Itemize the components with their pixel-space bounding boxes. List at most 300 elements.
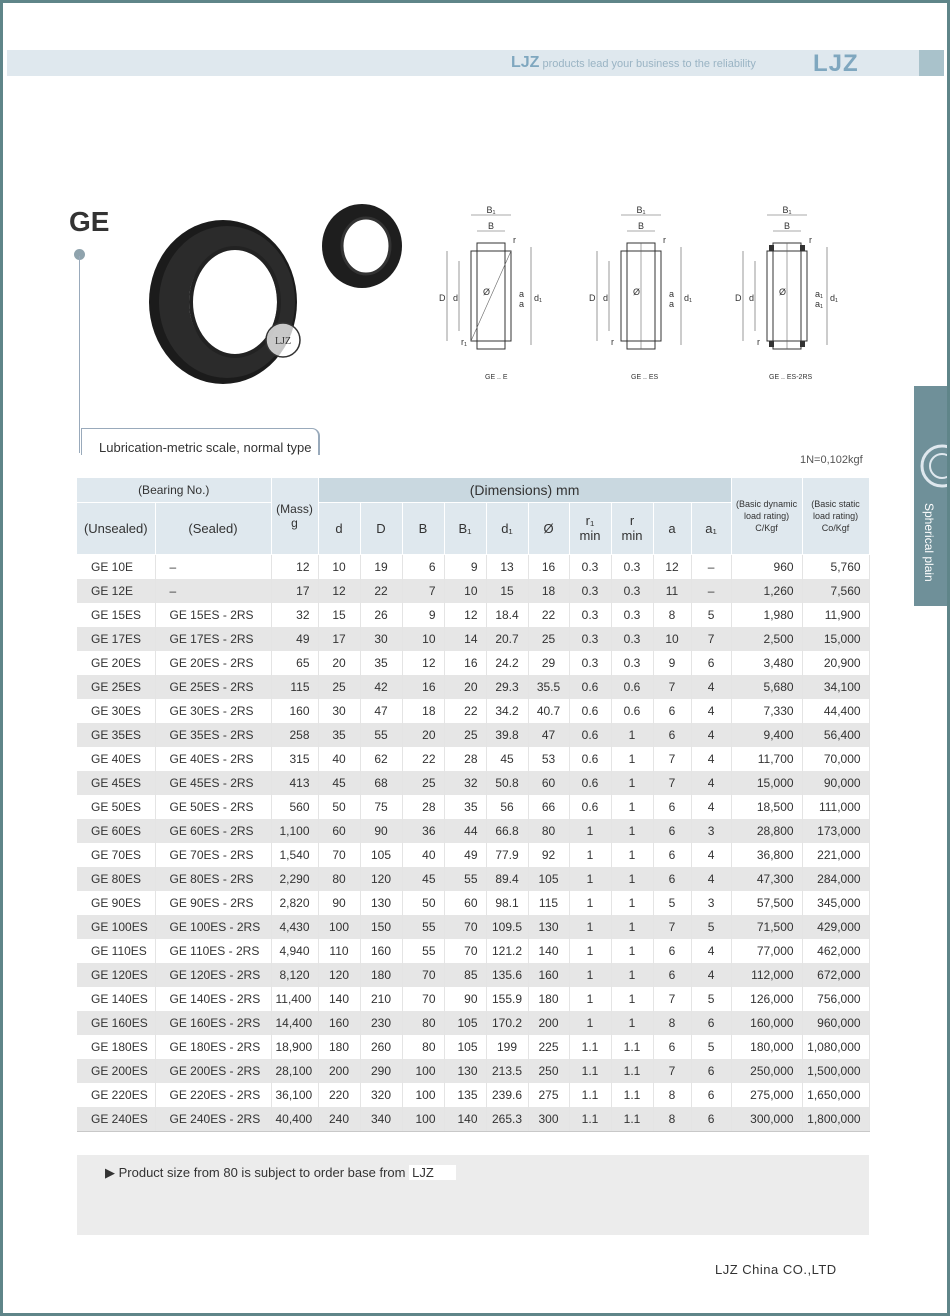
table-cell: 6 [653, 699, 691, 723]
table-cell: 60 [528, 771, 569, 795]
table-cell: 4 [691, 699, 731, 723]
table-cell: 1 [569, 987, 611, 1011]
table-cell: 47,300 [731, 867, 802, 891]
table-cell: 6 [653, 939, 691, 963]
table-cell: 56,400 [802, 723, 869, 747]
table-cell: 25 [528, 627, 569, 651]
table-cell: 6 [691, 1107, 731, 1132]
table-cell: – [691, 554, 731, 579]
table-cell: 55 [402, 915, 444, 939]
table-cell: 0.6 [569, 675, 611, 699]
table-cell: 40 [402, 843, 444, 867]
table-cell: 28 [402, 795, 444, 819]
svg-text:r: r [663, 235, 666, 245]
table-cell: 36,100 [271, 1083, 318, 1107]
drawing-ge-e [439, 205, 542, 381]
table-cell: GE 80ES [77, 867, 155, 891]
table-cell: 35 [444, 795, 486, 819]
table-cell: 89.4 [486, 867, 528, 891]
table-cell: 1 [611, 891, 653, 915]
table-cell: 112,000 [731, 963, 802, 987]
table-cell: 62 [360, 747, 402, 771]
table-cell: 68 [360, 771, 402, 795]
table-row [77, 747, 869, 771]
table-cell: 80 [402, 1035, 444, 1059]
table-cell: 1 [611, 915, 653, 939]
svg-text:Ø: Ø [483, 287, 491, 297]
table-cell: 70 [402, 987, 444, 1011]
table-cell: 2,500 [731, 627, 802, 651]
table-cell: 4,940 [271, 939, 318, 963]
table-cell: 6 [691, 1059, 731, 1083]
table-cell: 70,000 [802, 747, 869, 771]
order-note: ▶ Product size from 80 is subject to order base from LJZ [105, 1165, 456, 1181]
table-cell: 40,400 [271, 1107, 318, 1132]
table-cell: 0.3 [569, 554, 611, 579]
table-cell: 7 [653, 771, 691, 795]
table-cell: 7 [653, 747, 691, 771]
technical-drawings [433, 201, 873, 391]
table-cell: 1,100 [271, 819, 318, 843]
table-cell: 1.1 [569, 1083, 611, 1107]
table-cell: 0.3 [611, 627, 653, 651]
table-cell: 15 [318, 603, 360, 627]
table-cell: GE 180ES - 2RS [155, 1035, 271, 1059]
table-cell: 70 [444, 939, 486, 963]
table-row [77, 891, 869, 915]
table-cell: 1 [569, 963, 611, 987]
table-cell: 71,500 [731, 915, 802, 939]
r1-header: r₁ min [569, 502, 611, 554]
svg-text:B₁: B₁ [486, 205, 496, 215]
table-cell: 155.9 [486, 987, 528, 1011]
table-cell: 4 [691, 747, 731, 771]
svg-text:r: r [757, 337, 760, 347]
table-cell: GE 90ES [77, 891, 155, 915]
table-cell: 8 [653, 1083, 691, 1107]
table-cell: 1.1 [611, 1083, 653, 1107]
table-cell: GE 60ES - 2RS [155, 819, 271, 843]
svg-text:r₁: r₁ [461, 337, 468, 347]
table-cell: 28,100 [271, 1059, 318, 1083]
table-cell: 1,080,000 [802, 1035, 869, 1059]
table-cell: GE 240ES [77, 1107, 155, 1132]
table-cell: 28 [444, 747, 486, 771]
table-cell: 345,000 [802, 891, 869, 915]
svg-text:B₁: B₁ [782, 205, 792, 215]
table-cell: GE 220ES [77, 1083, 155, 1107]
mass-header: (Mass) g [271, 478, 318, 554]
table-cell: 20.7 [486, 627, 528, 651]
table-cell: 1 [611, 819, 653, 843]
table-cell: 160 [318, 1011, 360, 1035]
svg-text:LJZ: LJZ [274, 336, 292, 347]
table-cell: 45 [486, 747, 528, 771]
svg-text:D: D [735, 293, 742, 303]
D-header: D [360, 502, 402, 554]
svg-text:r: r [513, 235, 516, 245]
table-cell: 19 [360, 554, 402, 579]
table-cell: 44,400 [802, 699, 869, 723]
table-cell: GE 160ES - 2RS [155, 1011, 271, 1035]
table-cell: 12 [402, 651, 444, 675]
table-cell: 70 [444, 915, 486, 939]
table-cell: 230 [360, 1011, 402, 1035]
table-cell: 14 [444, 627, 486, 651]
table-cell: 10 [653, 627, 691, 651]
svg-text:D: D [439, 293, 446, 303]
table-cell: GE 50ES [77, 795, 155, 819]
table-cell: 6 [691, 1083, 731, 1107]
table-cell: 258 [271, 723, 318, 747]
table-cell: 90 [318, 891, 360, 915]
table-cell: 0.6 [611, 675, 653, 699]
table-cell: 1,500,000 [802, 1059, 869, 1083]
drawing-ge-es [589, 205, 692, 381]
table-cell: 4 [691, 675, 731, 699]
table-cell: 1 [569, 915, 611, 939]
table-cell: GE 140ES - 2RS [155, 987, 271, 1011]
svg-text:a: a [669, 299, 675, 309]
svg-text:a₁: a₁ [815, 299, 824, 309]
table-cell: 115 [528, 891, 569, 915]
table-cell: 11,400 [271, 987, 318, 1011]
table-cell: 105 [528, 867, 569, 891]
table-cell: 100 [402, 1083, 444, 1107]
table-cell: 1 [611, 1011, 653, 1035]
table-row [77, 1011, 869, 1035]
table-cell: 100 [318, 915, 360, 939]
table-cell: 22 [360, 579, 402, 603]
table-cell: 8 [653, 1107, 691, 1132]
header-tagline: LJZ products lead your business to the reliability [511, 54, 756, 71]
table-cell: GE 60ES [77, 819, 155, 843]
svg-text:a: a [519, 289, 525, 299]
table-cell: 1 [569, 819, 611, 843]
table-cell: 115 [271, 675, 318, 699]
table-cell: 100 [402, 1059, 444, 1083]
table-cell: 66.8 [486, 819, 528, 843]
table-cell: 66 [528, 795, 569, 819]
table-cell: GE 45ES [77, 771, 155, 795]
table-cell: 40.7 [528, 699, 569, 723]
table-cell: 60 [444, 891, 486, 915]
table-cell: 1 [569, 891, 611, 915]
table-cell: 35.5 [528, 675, 569, 699]
table-cell: 47 [528, 723, 569, 747]
table-cell: 18 [402, 699, 444, 723]
table-cell: 11 [653, 579, 691, 603]
table-cell: 12 [318, 579, 360, 603]
table-row [77, 1035, 869, 1059]
table-cell: 160 [271, 699, 318, 723]
table-row [77, 939, 869, 963]
table-cell: 30 [360, 627, 402, 651]
table-row [77, 675, 869, 699]
table-row [77, 627, 869, 651]
table-cell: 1,980 [731, 603, 802, 627]
table-cell: 275 [528, 1083, 569, 1107]
table-cell: 85 [444, 963, 486, 987]
table-cell: GE 15ES [77, 603, 155, 627]
table-cell: 239.6 [486, 1083, 528, 1107]
table-cell: 77.9 [486, 843, 528, 867]
table-cell: 34,100 [802, 675, 869, 699]
static-load-header: (Basic static load rating) Co/Kgf [802, 478, 869, 554]
table-cell: GE 100ES - 2RS [155, 915, 271, 939]
table-cell: 16 [444, 651, 486, 675]
table-cell: 1 [611, 987, 653, 1011]
table-cell: 29 [528, 651, 569, 675]
svg-text:B: B [487, 221, 495, 231]
table-cell: 1.1 [569, 1107, 611, 1132]
table-cell: 130 [528, 915, 569, 939]
header-bar [7, 50, 944, 76]
table-cell: 275,000 [731, 1083, 802, 1107]
table-cell: 11,900 [802, 603, 869, 627]
table-cell: 160,000 [731, 1011, 802, 1035]
table-cell: GE 10E [77, 554, 155, 579]
svg-text:GE .. ES-2RS: GE .. ES-2RS [769, 374, 813, 381]
table-cell: GE 70ES [77, 843, 155, 867]
table-cell: 429,000 [802, 915, 869, 939]
table-cell: 18.4 [486, 603, 528, 627]
table-cell: GE 110ES [77, 939, 155, 963]
table-cell: 10 [444, 579, 486, 603]
table-cell: 9 [653, 651, 691, 675]
table-cell: 10 [402, 627, 444, 651]
table-cell: 0.6 [569, 771, 611, 795]
table-cell: 121.2 [486, 939, 528, 963]
table-cell: 0.6 [569, 747, 611, 771]
table-cell: 29.3 [486, 675, 528, 699]
table-cell: – [691, 579, 731, 603]
table-cell: 3 [691, 819, 731, 843]
table-cell: GE 100ES [77, 915, 155, 939]
table-cell: GE 12E [77, 579, 155, 603]
table-cell: 1,800,000 [802, 1107, 869, 1132]
phi-header: Ø [528, 502, 569, 554]
table-cell: 170.2 [486, 1011, 528, 1035]
table-cell: 77,000 [731, 939, 802, 963]
table-cell: 462,000 [802, 939, 869, 963]
table-cell: 5 [691, 987, 731, 1011]
table-cell: 1.1 [611, 1059, 653, 1083]
table-cell: 18,900 [271, 1035, 318, 1059]
table-cell: 9 [402, 603, 444, 627]
d1-header: d₁ [486, 502, 528, 554]
table-cell: 18 [528, 579, 569, 603]
table-cell: GE 140ES [77, 987, 155, 1011]
table-cell: 0.3 [611, 554, 653, 579]
table-cell: 180 [528, 987, 569, 1011]
table-cell: 49 [444, 843, 486, 867]
table-cell: 5 [691, 603, 731, 627]
table-cell: GE 45ES - 2RS [155, 771, 271, 795]
table-row [77, 771, 869, 795]
table-cell: 55 [402, 939, 444, 963]
table-cell: 413 [271, 771, 318, 795]
table-cell: 8 [653, 1011, 691, 1035]
svg-text:a: a [669, 289, 675, 299]
table-cell: 240 [318, 1107, 360, 1132]
table-cell: 60 [318, 819, 360, 843]
table-cell: GE 30ES [77, 699, 155, 723]
table-cell: 7 [691, 627, 731, 651]
svg-text:d: d [749, 293, 755, 303]
table-cell: 35 [318, 723, 360, 747]
table-cell: 20 [318, 651, 360, 675]
table-cell: 70 [402, 963, 444, 987]
table-cell: 56 [486, 795, 528, 819]
table-cell: 15 [486, 579, 528, 603]
table-cell: 15,000 [802, 627, 869, 651]
table-cell: GE 40ES - 2RS [155, 747, 271, 771]
table-cell: 1,260 [731, 579, 802, 603]
table-cell: 200 [528, 1011, 569, 1035]
table-cell: 26 [360, 603, 402, 627]
a1-header: a₁ [691, 502, 731, 554]
table-cell: 960 [731, 554, 802, 579]
table-cell: 180 [360, 963, 402, 987]
table-cell: 32 [444, 771, 486, 795]
table-cell: 0.6 [569, 795, 611, 819]
table-cell: 173,000 [802, 819, 869, 843]
bearing-photo [143, 198, 413, 393]
table-cell: 16 [402, 675, 444, 699]
svg-text:D: D [589, 293, 596, 303]
table-row [77, 795, 869, 819]
product-subtitle: Lubrication-metric scale, normal type [99, 440, 312, 455]
table-cell: 4,430 [271, 915, 318, 939]
table-cell: 1 [611, 747, 653, 771]
table-cell: 6 [653, 843, 691, 867]
table-cell: 80 [318, 867, 360, 891]
table-cell: 45 [402, 867, 444, 891]
table-cell: 5 [691, 1035, 731, 1059]
table-cell: 130 [444, 1059, 486, 1083]
table-cell: 50.8 [486, 771, 528, 795]
table-cell: 0.3 [569, 627, 611, 651]
table-cell: 1.1 [569, 1059, 611, 1083]
table-cell: 35 [360, 651, 402, 675]
table-cell: 210 [360, 987, 402, 1011]
table-row [77, 987, 869, 1011]
table-cell: 4 [691, 771, 731, 795]
table-cell: GE 90ES - 2RS [155, 891, 271, 915]
svg-text:r: r [611, 337, 614, 347]
table-cell: 25 [402, 771, 444, 795]
table-cell: 0.3 [569, 651, 611, 675]
table-cell: 12 [444, 603, 486, 627]
table-cell: 42 [360, 675, 402, 699]
svg-text:d: d [603, 293, 609, 303]
table-cell: 14,400 [271, 1011, 318, 1035]
table-cell: 100 [402, 1107, 444, 1132]
table-cell: 49 [271, 627, 318, 651]
a-header: a [653, 502, 691, 554]
table-cell: 105 [444, 1011, 486, 1035]
table-cell: GE 200ES - 2RS [155, 1059, 271, 1083]
table-cell: 6 [653, 963, 691, 987]
table-cell: 6 [691, 1011, 731, 1035]
table-row [77, 867, 869, 891]
table-cell: 6 [691, 651, 731, 675]
dynamic-load-header: (Basic dynamic load rating) C/Kgf [731, 478, 802, 554]
table-row [77, 963, 869, 987]
table-cell: 110 [318, 939, 360, 963]
svg-text:d₁: d₁ [830, 293, 839, 303]
table-cell: GE 240ES - 2RS [155, 1107, 271, 1132]
table-cell: 4 [691, 795, 731, 819]
table-cell: 36,800 [731, 843, 802, 867]
table-cell: 1 [611, 771, 653, 795]
side-tab-label: Spherical plain [922, 503, 936, 582]
table-cell: 160 [360, 939, 402, 963]
table-cell: 70 [318, 843, 360, 867]
svg-text:GE .. E: GE .. E [485, 374, 508, 381]
r-header: r min [611, 502, 653, 554]
svg-text:d₁: d₁ [534, 293, 543, 303]
table-cell: GE 20ES - 2RS [155, 651, 271, 675]
table-cell: 160 [528, 963, 569, 987]
table-cell: GE 35ES [77, 723, 155, 747]
table-cell: GE 120ES - 2RS [155, 963, 271, 987]
table-cell: 1 [611, 795, 653, 819]
table-cell: 44 [444, 819, 486, 843]
table-cell: 98.1 [486, 891, 528, 915]
table-cell: 0.6 [611, 699, 653, 723]
table-cell: 250,000 [731, 1059, 802, 1083]
table-cell: 5 [653, 891, 691, 915]
table-cell: 105 [444, 1035, 486, 1059]
table-cell: 10 [318, 554, 360, 579]
drawing-ge-es-2rs [735, 205, 838, 381]
table-cell: 1 [611, 843, 653, 867]
table-cell: 4 [691, 939, 731, 963]
table-cell: – [155, 554, 271, 579]
table-cell: 22 [528, 603, 569, 627]
table-cell: 80 [528, 819, 569, 843]
svg-text:d: d [453, 293, 459, 303]
table-cell: 300 [528, 1107, 569, 1132]
table-row [77, 603, 869, 627]
table-cell: 36 [402, 819, 444, 843]
table-cell: – [155, 579, 271, 603]
table-cell: 0.6 [569, 723, 611, 747]
table-cell: 1 [611, 867, 653, 891]
table-cell: 140 [318, 987, 360, 1011]
table-cell: 80 [402, 1011, 444, 1035]
table-cell: 65 [271, 651, 318, 675]
header-logo: LJZ [813, 50, 859, 77]
table-cell: GE 25ES [77, 675, 155, 699]
table-row [77, 699, 869, 723]
sealed-header: (Sealed) [155, 502, 271, 554]
unit-note: 1N=0,102kgf [800, 454, 863, 466]
table-cell: 55 [444, 867, 486, 891]
table-cell: 3,480 [731, 651, 802, 675]
table-cell: 0.3 [611, 651, 653, 675]
table-cell: 1.1 [611, 1107, 653, 1132]
table-cell: 7,330 [731, 699, 802, 723]
table-cell: 0.6 [569, 699, 611, 723]
svg-text:d₁: d₁ [684, 293, 693, 303]
table-cell: 109.5 [486, 915, 528, 939]
unsealed-header: (Unsealed) [77, 502, 155, 554]
table-cell: 90,000 [802, 771, 869, 795]
table-cell: 32 [271, 603, 318, 627]
